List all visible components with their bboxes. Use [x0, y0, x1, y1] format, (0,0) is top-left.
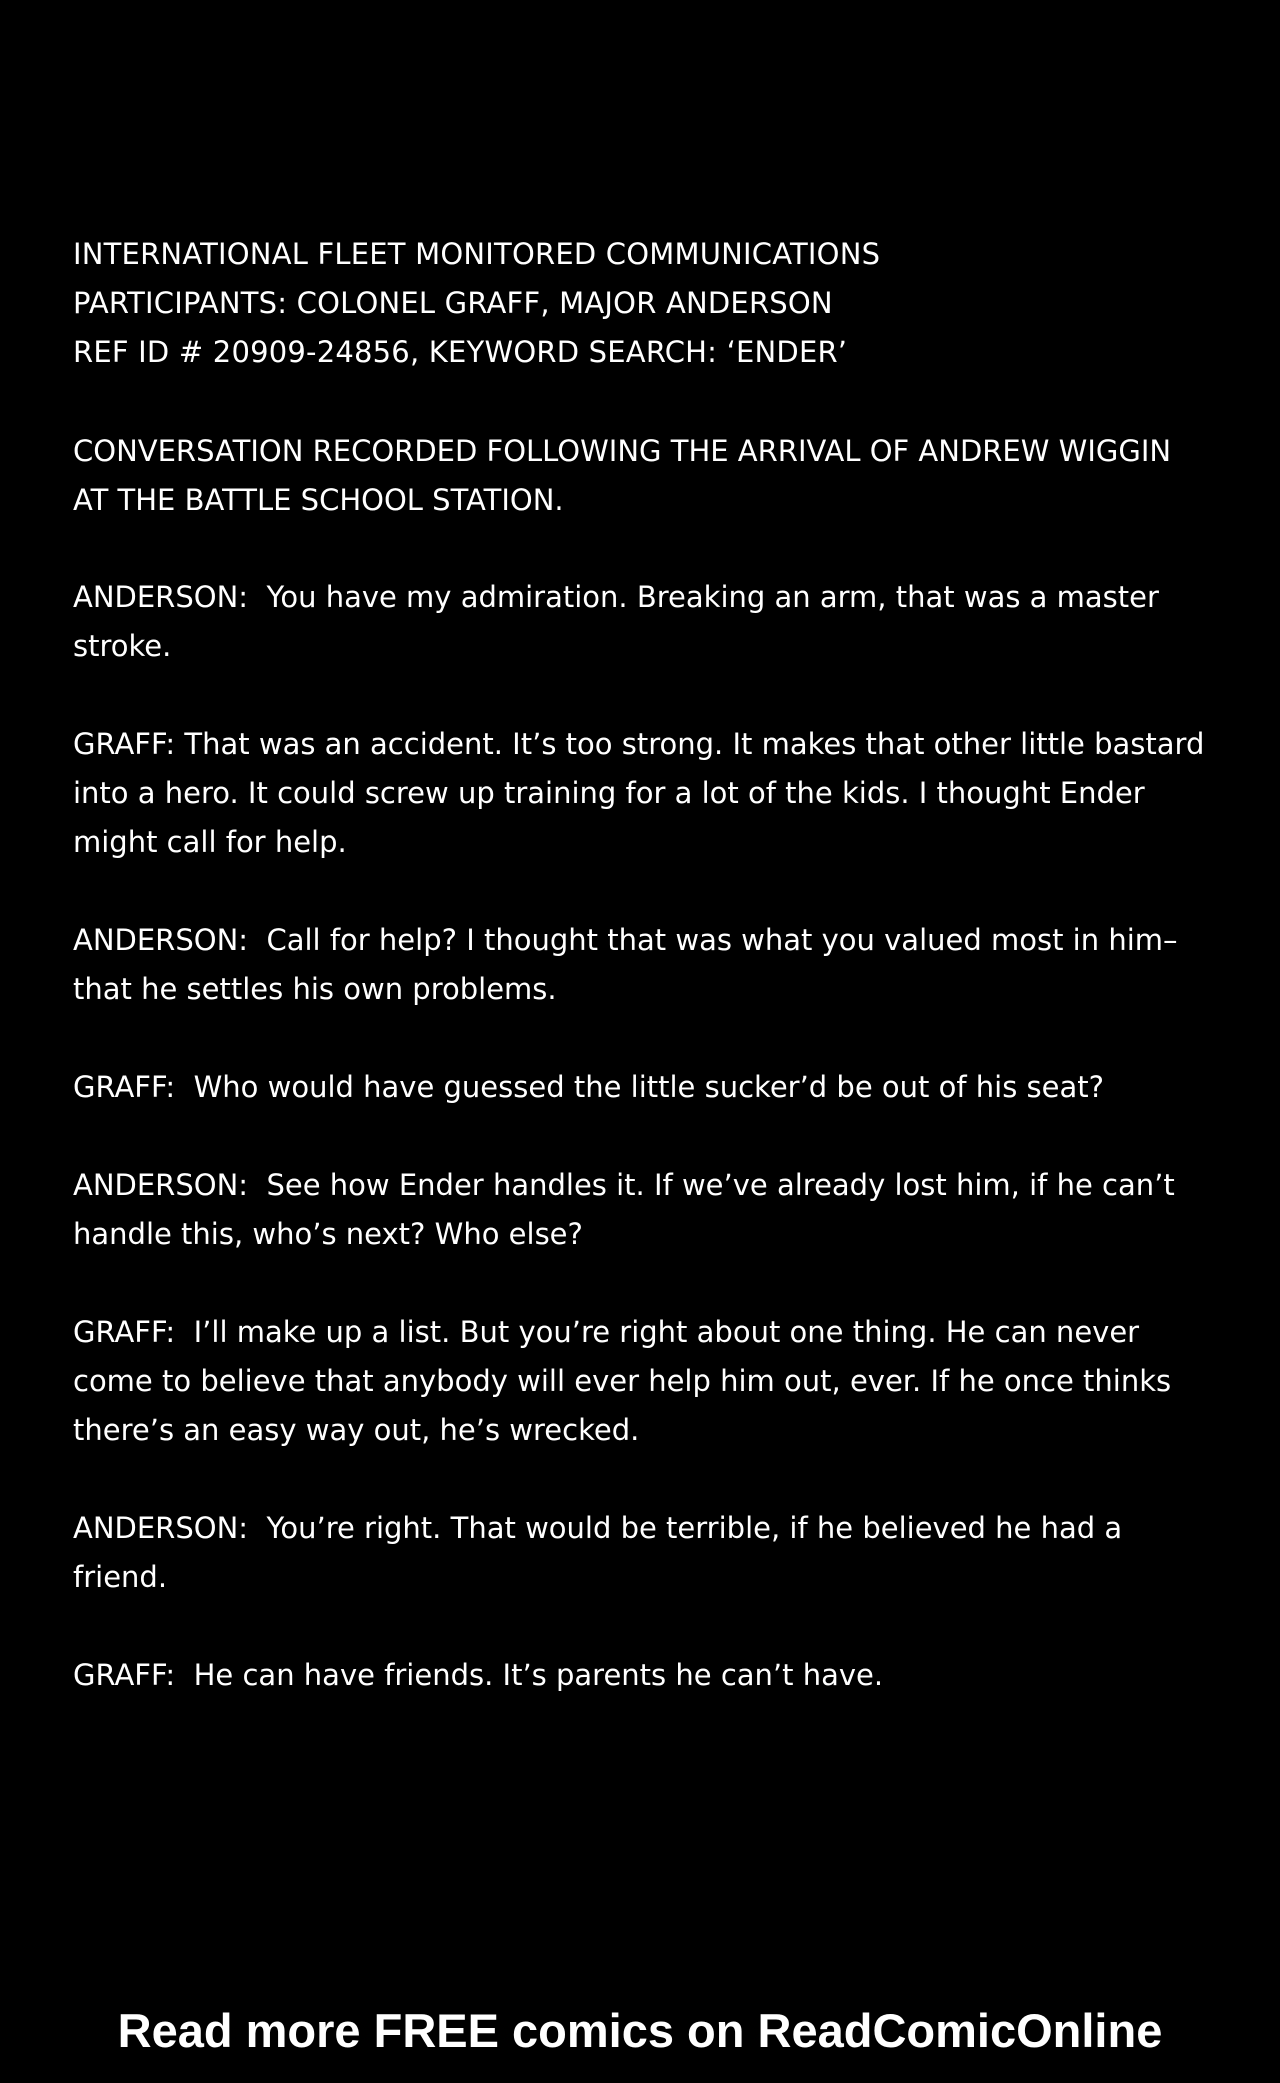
dialogue-text: He can have friends. It’s parents he can’t have. [193, 1658, 884, 1692]
speaker-name: ANDERSON: [73, 1168, 249, 1202]
dialogue-line [73, 1161, 1213, 1259]
header-ref-id: REF ID # 20909-24856, KEYWORD SEARCH: ‘ENDER’ [73, 335, 848, 369]
speaker-name: GRAFF: [73, 727, 176, 761]
dialogue-text: You have my admiration. Breaking an arm, that was a master stroke. [73, 580, 1159, 663]
dialogue-line [73, 573, 1213, 671]
header-title: INTERNATIONAL FLEET MONITORED COMMUNICATIONS [73, 237, 881, 271]
speaker-name: ANDERSON: [73, 1511, 249, 1545]
speaker-name: GRAFF: [73, 1658, 176, 1692]
speaker-name: ANDERSON: [73, 580, 249, 614]
dialogue-text: That was an accident. It’s too strong. It makes that other little bastard into a hero. It could screw up training for a lot of the kids. I thought Ender might call for help. [73, 727, 1205, 859]
dialogue-text: See how Ender handles it. If we’ve already lost him, if he can’t handle this, who’s next? Who else? [73, 1168, 1175, 1251]
dialogue-text: Who would have guessed the little sucker’d be out of his seat? [193, 1070, 1105, 1104]
speaker-name: GRAFF: [73, 1070, 176, 1104]
dialogue-text: I’ll make up a list. But you’re right about one thing. He can never come to believe that anybody will ever help him out, ever. If he once thinks there’s an easy way out, he’s wrecked. [73, 1315, 1172, 1447]
header-participants: PARTICIPANTS: COLONEL GRAFF, MAJOR ANDERSON [73, 286, 833, 320]
promo-banner: Read more FREE comics on ReadComicOnline [117, 2004, 1163, 2057]
dialogue-line [73, 1308, 1213, 1455]
dialogue-line [73, 916, 1213, 1014]
dialogue-line [73, 1504, 1213, 1602]
transcript [73, 230, 1213, 1749]
dialogue-line [73, 1651, 1213, 1700]
dialogue-text: You’re right. That would be terrible, if he believed he had a friend. [73, 1511, 1123, 1594]
transcript-header [73, 230, 1213, 377]
intro-paragraph: CONVERSATION RECORDED FOLLOWING THE ARRIVAL OF ANDREW WIGGIN AT THE BATTLE SCHOOL STATION. [73, 434, 1172, 517]
dialogue-text: Call for help? I thought that was what you valued most in him–that he settles his own problems. [73, 923, 1178, 1006]
speaker-name: ANDERSON: [73, 923, 249, 957]
speaker-name: GRAFF: [73, 1315, 176, 1349]
dialogue-line [73, 1063, 1213, 1112]
dialogue-line [73, 720, 1213, 867]
